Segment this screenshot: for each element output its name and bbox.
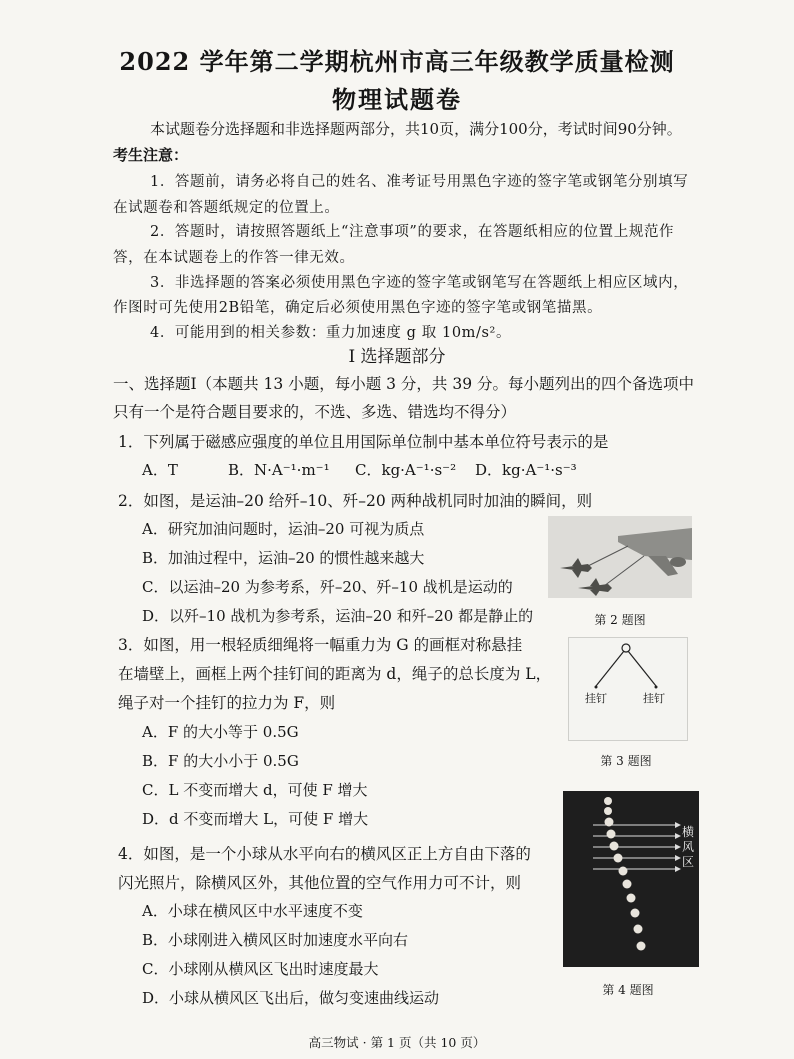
- figure-caption: 第 3 题图: [600, 754, 652, 768]
- option: C．kg·A⁻¹·s⁻²: [355, 461, 457, 479]
- note-line: 答，在本试题卷上的作答一律无效。: [113, 250, 355, 266]
- note-line: 1．答题前，请务必将自己的姓名、准考证号用黑色字迹的签字笔或钢笔分别填写: [150, 174, 689, 190]
- rope-icon: [569, 638, 687, 740]
- notice-heading: 考生注意：: [113, 146, 189, 164]
- option: B．小球刚进入横风区时加速度水平向右: [142, 931, 409, 949]
- question-stem: 闪光照片，除横风区外，其他位置的空气作用力可不计，则: [118, 874, 522, 892]
- wind-label-char: 区: [682, 855, 695, 869]
- note-line: 在试题卷和答题纸规定的位置上。: [113, 200, 340, 216]
- figure-caption: 第 2 题图: [594, 613, 646, 627]
- aircraft-icon: [548, 516, 692, 598]
- intro-line: 本试题卷分选择题和非选择题两部分，共10页，满分100分，考试时间90分钟。: [150, 120, 682, 138]
- wind-label-char: 横: [682, 825, 695, 839]
- flash-photo: [563, 791, 699, 967]
- option: A．F 的大小等于 0.5G: [142, 723, 299, 741]
- wind-zone-label: [682, 825, 694, 870]
- option: B．加油过程中，运油–20 的惯性越来越大: [142, 549, 425, 567]
- question-stem: 4．如图，是一个小球从水平向右的横风区正上方自由下落的: [118, 845, 531, 863]
- exam-subtitle: 物理试题卷: [332, 85, 462, 114]
- figure-caption: 第 4 题图: [602, 983, 654, 997]
- option: A．研究加油问题时，运油–20 可视为质点: [142, 520, 425, 538]
- section-desc: 一、选择题Ⅰ（本题共 13 小题，每小题 3 分，共 39 分。每小题列出的四个备选项中: [113, 375, 694, 393]
- peg-label: 挂钉: [643, 692, 665, 705]
- question-stem: 3．如图，用一根轻质细绳将一幅重力为 G 的画框对称悬挂: [118, 636, 523, 654]
- frame-diagram: [568, 637, 688, 741]
- option: C．以运油–20 为参考系，歼–20、歼–10 战机是运动的: [142, 578, 513, 596]
- option: D．d 不变而增大 L，可使 F 增大: [142, 810, 369, 828]
- question-stem: 绳子对一个挂钉的拉力为 F，则: [118, 694, 336, 712]
- question-stem: 在墙壁上，画框上两个挂钉间的距离为 d，绳子的总长度为 L，: [118, 665, 552, 683]
- option: A．小球在横风区中水平速度不变: [142, 902, 363, 920]
- question-stem: 1．下列属于磁感应强度的单位且用国际单位制中基本单位符号表示的是: [118, 433, 609, 451]
- note-line: 3．非选择题的答案必须使用黑色字迹的签字笔或钢笔写在答题纸上相应区域内，: [150, 275, 689, 291]
- option: A．T: [142, 461, 178, 479]
- option: D．以歼–10 战机为参考系，运油–20 和歼–20 都是静止的: [142, 607, 534, 625]
- wind-label-char: 风: [682, 840, 695, 854]
- section-title: Ⅰ 选择题部分: [348, 347, 446, 367]
- exam-title: 2022 学年第二学期杭州市高三年级教学质量检测: [119, 47, 675, 76]
- peg-label: 挂钉: [585, 692, 607, 705]
- option: C．L 不变而增大 d，可使 F 增大: [142, 781, 368, 799]
- option: D．kg·A⁻¹·s⁻³: [475, 461, 577, 479]
- note-line: 2．答题时，请按照答题纸上“注意事项”的要求，在答题纸相应的位置上规范作: [150, 224, 675, 240]
- page-footer: 高三物试 · 第 1 页（共 10 页）: [308, 1035, 486, 1050]
- option: B．F 的大小小于 0.5G: [142, 752, 299, 770]
- refueling-photo: [548, 516, 692, 598]
- note-line: 4．可能用到的相关参数：重力加速度 g 取 10m/s²。: [150, 325, 512, 341]
- option: C．小球刚从横风区飞出时速度最大: [142, 960, 379, 978]
- option: D．小球从横风区飞出后，做匀变速曲线运动: [142, 989, 440, 1007]
- question-stem: 2．如图，是运油–20 给歼–10、歼–20 两种战机同时加油的瞬间，则: [118, 492, 593, 510]
- note-line: 作图时可先使用2B铅笔，确定后必须使用黑色字迹的签字笔或钢笔描黑。: [113, 300, 603, 316]
- option: B．N·A⁻¹·m⁻¹: [228, 461, 330, 479]
- section-desc: 只有一个是符合题目要求的，不选、多选、错选均不得分）: [113, 403, 517, 421]
- ball-trajectory-icon: [563, 791, 699, 967]
